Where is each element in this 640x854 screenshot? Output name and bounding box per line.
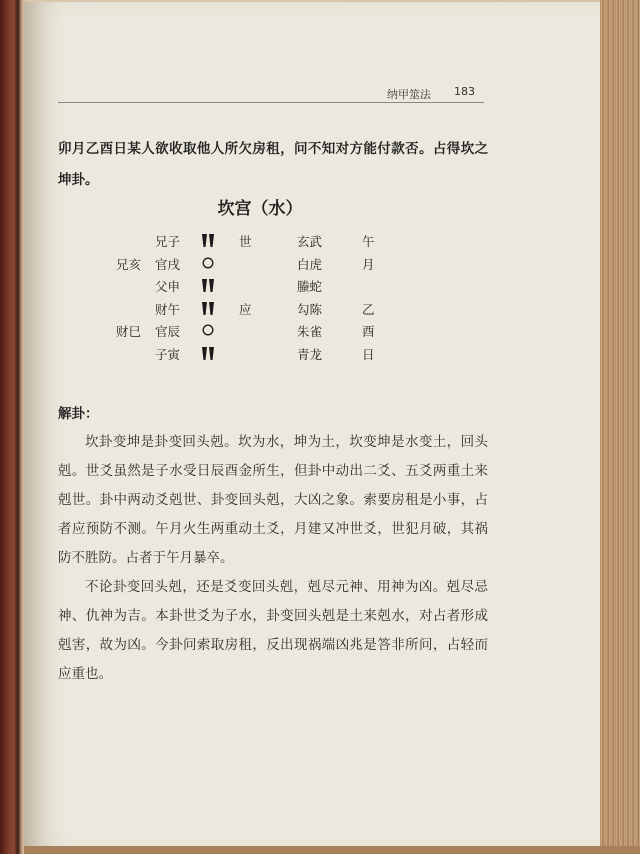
row-2-fushen: 兄亥 bbox=[116, 256, 142, 272]
page-edges bbox=[600, 0, 640, 854]
book-page bbox=[24, 2, 612, 848]
analysis-paragraph-2: 不论卦变回头剋，还是爻变回头剋，剋尽元神、用神为凶。剋尽忌神、仇神为吉。本卦世爻为子水，卦变回头剋是土来剋水，对占者形成剋害，故为凶。今卦问索取房租，反出现祸端凶兆是答非所问，占轻而应重也。 bbox=[58, 579, 488, 682]
row-6-date: 日 bbox=[362, 346, 375, 362]
row-4-date: 乙 bbox=[362, 301, 375, 317]
palace-title: 坎宫（水） bbox=[217, 199, 303, 219]
bottom-edge bbox=[24, 846, 640, 854]
row-2-liushen: 白虎 bbox=[297, 256, 323, 272]
intro-paragraph: 卯月乙酉日某人欲收取他人所欠房租，问不知对方能付款否。占得坎之坤卦。 bbox=[58, 141, 488, 188]
row-3-liushen: 螣蛇 bbox=[297, 279, 323, 294]
row-3-yin-mark-icon bbox=[201, 279, 215, 292]
analysis-heading: 解卦： bbox=[58, 406, 99, 422]
row-1-yin-mark-icon bbox=[201, 234, 215, 247]
row-5-date: 酉 bbox=[362, 324, 375, 339]
header-rule bbox=[58, 102, 484, 103]
row-6-liuqin: 子寅 bbox=[155, 346, 181, 362]
row-5-liuqin: 官辰 bbox=[155, 324, 181, 339]
row-4-liuqin: 财午 bbox=[155, 301, 181, 317]
row-1-liushen: 玄武 bbox=[297, 234, 323, 249]
row-2-liuqin: 官戌 bbox=[155, 256, 181, 272]
row-2-date: 月 bbox=[362, 256, 375, 272]
row-6-yin-mark-icon bbox=[201, 347, 215, 360]
row-2-circle-mark-icon bbox=[202, 257, 214, 269]
running-title: 纳甲筮法 bbox=[387, 88, 431, 101]
row-4-yin-mark-icon bbox=[201, 302, 215, 315]
row-5-circle-mark-icon bbox=[202, 324, 214, 336]
analysis-paragraph-1: 坎卦变坤是卦变回头剋。坎为水，坤为土，坎变坤是水变土，回头剋。世爻虽然是子水受日辰酉金所生，但卦中动出二爻、五爻两重土来剋世。卦中两动爻剋世、卦变回头剋，大凶之象。索要房租是小事，占者应预防不测。午月火生两重动土爻，月建又冲世爻，世犯月破，其祸防不胜防。占者于午月暴卒。 bbox=[58, 434, 488, 566]
row-1-liuqin: 兄子 bbox=[155, 234, 181, 249]
row-1-shiying: 世 bbox=[239, 234, 252, 249]
row-1-date: 午 bbox=[362, 234, 375, 249]
page-number: 183 bbox=[454, 85, 475, 98]
row-5-liushen: 朱雀 bbox=[297, 324, 323, 339]
row-4-liushen: 勾陈 bbox=[297, 301, 323, 317]
row-3-liuqin: 父申 bbox=[155, 279, 181, 294]
row-4-shiying: 应 bbox=[239, 301, 252, 317]
row-6-liushen: 青龙 bbox=[297, 346, 323, 362]
row-5-fushen: 财巳 bbox=[116, 324, 142, 339]
